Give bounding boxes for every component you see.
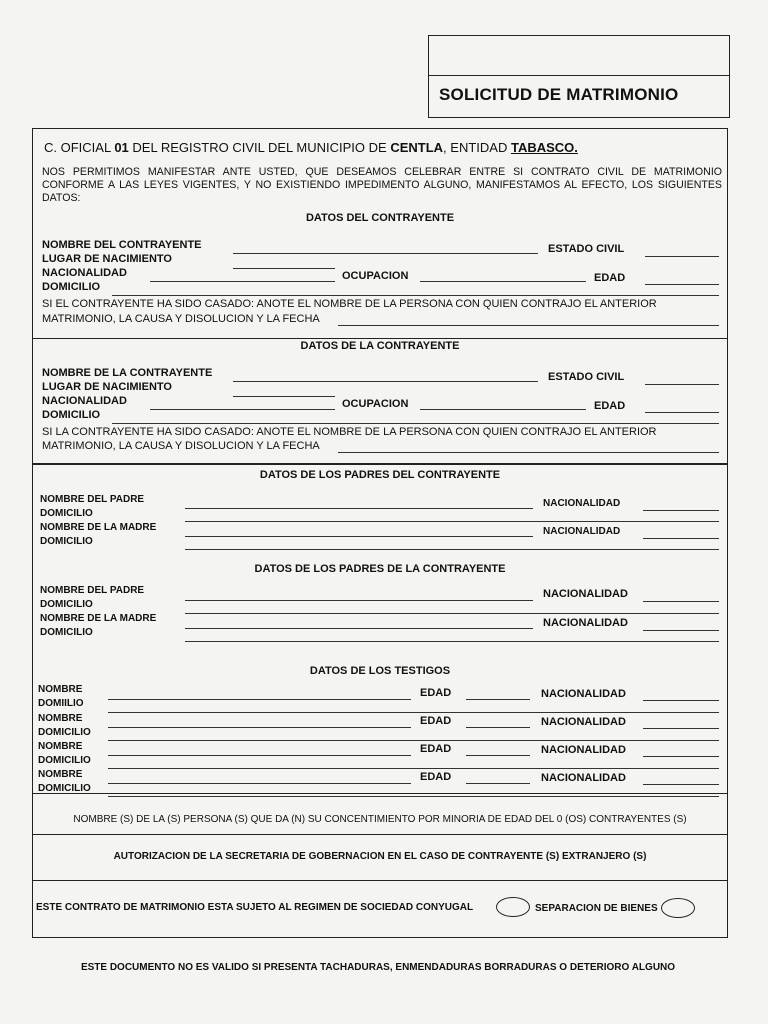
label-ocupacion-contrayente: OCUPACION xyxy=(342,270,409,282)
municipio-value: CENTLA xyxy=(390,140,444,155)
casado-text-contrayente-1: SI EL CONTRAYENTE HA SIDO CASADO: ANOTE EL NOMBRE DE LA PERSONA CON QUIEN CONTRAJO EL ANTERIOR xyxy=(42,298,657,310)
field-edad-contrayenta[interactable] xyxy=(645,412,719,413)
field-nacionalidad-testigo[interactable] xyxy=(643,728,719,729)
field-lugar-contrayenta[interactable] xyxy=(233,396,335,397)
field-edad-testigo[interactable] xyxy=(466,727,530,728)
field-nombre-testigo[interactable] xyxy=(108,783,411,784)
field-nacionalidad-padre-contrayente[interactable] xyxy=(643,510,719,511)
field-nacionalidad-contrayente[interactable] xyxy=(150,281,335,282)
label-nacionalidad-madre-contrayenta: NACIONALIDAD xyxy=(543,617,628,629)
section-heading-contrayenta: DATOS DE LA CONTRAYENTE xyxy=(300,340,460,352)
label-nacionalidad-testigo: NACIONALIDAD xyxy=(541,744,626,756)
entidad-label: , ENTIDAD xyxy=(443,140,508,155)
section-heading-contrayente: DATOS DEL CONTRAYENTE xyxy=(305,212,455,224)
separacion-text: SEPARACION DE BIENES xyxy=(535,903,658,914)
field-nombre-testigo[interactable] xyxy=(108,727,411,728)
label-nacionalidad-testigo: NACIONALIDAD xyxy=(541,772,626,784)
separacion-bienes-checkbox[interactable] xyxy=(661,898,695,918)
casado-text-contrayente-2: MATRIMONIO, LA CAUSA Y DISOLUCION Y LA FECHA xyxy=(42,313,320,325)
sociedad-conyugal-checkbox[interactable] xyxy=(496,897,530,917)
field-casado-contrayente[interactable] xyxy=(338,325,719,326)
label-edad-testigo: EDAD xyxy=(420,743,452,755)
label-domicilio-madre-contrayenta: DOMICILIO xyxy=(40,627,93,638)
label-domicilio-testigo: DOMICILIO xyxy=(38,755,91,766)
divider-contrayente xyxy=(33,338,727,339)
divider-autorizacion xyxy=(33,880,727,881)
field-estado-civil-contrayente[interactable] xyxy=(645,256,719,257)
divider-consentimiento xyxy=(33,834,727,835)
autorizacion-text: AUTORIZACION DE LA SECRETARIA DE GOBERNACION EN EL CASO DE CONTRAYENTE (S) EXTRANJERO (S) xyxy=(113,851,647,862)
field-nacionalidad-testigo[interactable] xyxy=(643,756,719,757)
footer-note: ESTE DOCUMENTO NO ES VALIDO SI PRESENTA TACHADURAS, ENMENDADURAS BORRADURAS O DETERIORO ALGUNO xyxy=(80,962,676,973)
field-domicilio-testigo[interactable] xyxy=(108,796,719,797)
label-nombre-testigo: NOMBRE xyxy=(38,741,83,752)
label-nacionalidad-testigo: NACIONALIDAD xyxy=(541,688,626,700)
label-domicilio-contrayente: DOMICILIO xyxy=(42,281,101,293)
field-domicilio-contrayente[interactable] xyxy=(112,295,719,296)
field-nacionalidad-testigo[interactable] xyxy=(643,784,719,785)
field-nombre-contrayenta[interactable] xyxy=(233,381,538,382)
label-padre-contrayente: NOMBRE DEL PADRE xyxy=(40,494,145,505)
field-nombre-testigo[interactable] xyxy=(108,699,411,700)
label-edad-contrayenta: EDAD xyxy=(594,400,626,412)
section-heading-testigos: DATOS DE LOS TESTIGOS xyxy=(309,665,451,677)
label-nombre-testigo: NOMBRE xyxy=(38,769,83,780)
divider-contrayenta xyxy=(33,464,727,465)
label-nombre-contrayente: NOMBRE DEL CONTRAYENTE xyxy=(42,239,202,251)
oficial-number: 01 xyxy=(114,140,129,155)
label-madre-contrayente: NOMBRE DE LA MADRE xyxy=(40,522,157,533)
label-madre-contrayenta: NOMBRE DE LA MADRE xyxy=(40,613,157,624)
field-nombre-testigo[interactable] xyxy=(108,755,411,756)
section-heading-padres-contrayenta: DATOS DE LOS PADRES DE LA CONTRAYENTE xyxy=(254,563,506,575)
label-nacionalidad-contrayenta: NACIONALIDAD xyxy=(42,395,127,407)
field-nombre-contrayente[interactable] xyxy=(233,253,538,254)
document-title: SOLICITUD DE MATRIMONIO xyxy=(439,85,679,104)
label-domicilio-testigo: DOMICILIO xyxy=(38,783,91,794)
label-edad-contrayente: EDAD xyxy=(594,272,626,284)
label-nacionalidad-padre-contrayenta: NACIONALIDAD xyxy=(543,588,628,600)
label-ocupacion-contrayenta: OCUPACION xyxy=(342,398,409,410)
label-nacionalidad-contrayente: NACIONALIDAD xyxy=(42,267,127,279)
field-edad-testigo[interactable] xyxy=(466,699,530,700)
label-domicilio-testigo: DOMIILIO xyxy=(38,698,84,709)
field-lugar-contrayente[interactable] xyxy=(233,268,335,269)
casado-text-contrayenta-1: SI LA CONTRAYENTE HA SIDO CASADO: ANOTE EL NOMBRE DE LA PERSONA CON QUIEN CONTRAJO EL ANTERIOR xyxy=(42,426,657,438)
field-edad-testigo[interactable] xyxy=(466,783,530,784)
field-nacionalidad-testigo[interactable] xyxy=(643,700,719,701)
entidad-value: TABASCO. xyxy=(510,140,578,155)
field-padre-contrayente[interactable] xyxy=(185,508,533,509)
field-nacionalidad-padre-contrayenta[interactable] xyxy=(643,601,719,602)
regimen-text: ESTE CONTRATO DE MATRIMONIO ESTA SUJETO AL REGIMEN DE SOCIEDAD CONYUGAL xyxy=(36,902,474,913)
field-nacionalidad-madre-contrayente[interactable] xyxy=(643,538,719,539)
label-estado-civil-contrayenta: ESTADO CIVIL xyxy=(548,371,625,383)
label-nacionalidad-madre-contrayente: NACIONALIDAD xyxy=(543,526,621,537)
field-domicilio-testigo[interactable] xyxy=(108,768,719,769)
field-estado-civil-contrayenta[interactable] xyxy=(645,384,719,385)
label-domicilio-madre-contrayente: DOMICILIO xyxy=(40,536,93,547)
field-nacionalidad-contrayenta[interactable] xyxy=(150,409,335,410)
label-edad-testigo: EDAD xyxy=(420,687,452,699)
label-domicilio-padre-contrayente: DOMICILIO xyxy=(40,508,93,519)
label-estado-civil-contrayente: ESTADO CIVIL xyxy=(548,243,625,255)
field-domicilio-testigo[interactable] xyxy=(108,740,719,741)
label-domicilio-padre-contrayenta: DOMICILIO xyxy=(40,599,93,610)
divider-testigos xyxy=(33,793,727,794)
label-nacionalidad-padre-contrayente: NACIONALIDAD xyxy=(543,498,621,509)
field-domicilio-contrayenta[interactable] xyxy=(112,423,719,424)
label-nacionalidad-testigo: NACIONALIDAD xyxy=(541,716,626,728)
label-edad-testigo: EDAD xyxy=(420,771,452,783)
field-ocupacion-contrayente[interactable] xyxy=(420,281,586,282)
title-divider xyxy=(429,75,729,76)
label-lugar-contrayente: LUGAR DE NACIMIENTO xyxy=(42,253,172,265)
field-ocupacion-contrayenta[interactable] xyxy=(420,409,586,410)
section-heading-padres-contrayente: DATOS DE LOS PADRES DEL CONTRAYENTE xyxy=(259,469,501,481)
field-padre-contrayenta[interactable] xyxy=(185,600,533,601)
label-nombre-testigo: NOMBRE xyxy=(38,713,83,724)
field-madre-contrayente[interactable] xyxy=(185,536,533,537)
label-edad-testigo: EDAD xyxy=(420,715,452,727)
divider-padres xyxy=(32,463,728,464)
field-casado-contrayenta[interactable] xyxy=(338,452,719,453)
field-edad-contrayente[interactable] xyxy=(645,284,719,285)
label-nombre-contrayenta: NOMBRE DE LA CONTRAYENTE xyxy=(42,367,213,379)
label-padre-contrayenta: NOMBRE DEL PADRE xyxy=(40,585,145,596)
field-madre-contrayenta[interactable] xyxy=(185,628,533,629)
consentimiento-text: NOMBRE (S) DE LA (S) PERSONA (S) QUE DA (N) SU CONCENTIMIENTO POR MINORIA DE EDAD DEL 0 (OS) CONTRAYENTES (S) xyxy=(73,814,687,825)
field-domicilio-padre-contrayente[interactable] xyxy=(185,521,719,522)
casado-text-contrayenta-2: MATRIMONIO, LA CAUSA Y DISOLUCION Y LA FECHA xyxy=(42,440,320,452)
header-line xyxy=(44,140,578,155)
registro-label: DEL REGISTRO CIVIL DEL MUNICIPIO DE xyxy=(132,140,387,155)
oficial-label: C. OFICIAL xyxy=(44,140,111,155)
field-domicilio-madre-contrayenta[interactable] xyxy=(185,641,719,642)
field-edad-testigo[interactable] xyxy=(466,755,530,756)
field-domicilio-padre-contrayenta[interactable] xyxy=(185,613,719,614)
label-domicilio-contrayenta: DOMICILIO xyxy=(42,409,101,421)
label-domicilio-testigo: DOMICILIO xyxy=(38,727,91,738)
title-box xyxy=(428,35,730,118)
field-domicilio-testigo[interactable] xyxy=(108,712,719,713)
field-domicilio-madre-contrayente[interactable] xyxy=(185,549,719,550)
intro-paragraph: NOS PERMITIMOS MANIFESTAR ANTE USTED, QUE DESEAMOS CELEBRAR ENTRE SI CONTRATO CIVIL DE MATRIMONIO CONFORME A LAS LEYES VIGENTES, Y NO EXISTIENDO IMPEDIMENTO ALGUNO, MANIFESTAMOS AL EFECTO, LOS SIGUIENTES DATOS: xyxy=(42,166,722,204)
field-nacionalidad-madre-contrayenta[interactable] xyxy=(643,630,719,631)
label-nombre-testigo: NOMBRE xyxy=(38,684,83,695)
label-lugar-contrayenta: LUGAR DE NACIMIENTO xyxy=(42,381,172,393)
